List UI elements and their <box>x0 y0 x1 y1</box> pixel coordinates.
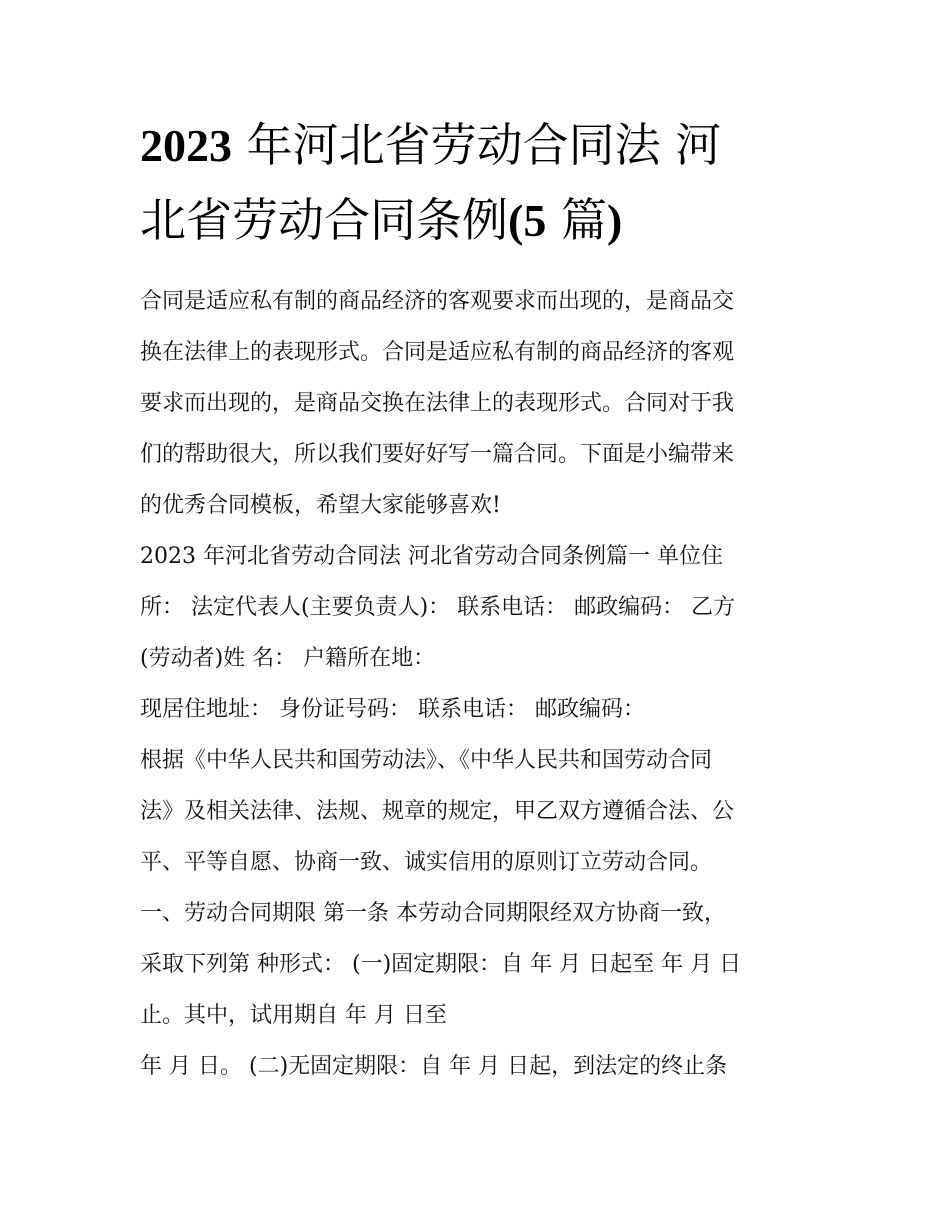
document-title <box>140 108 820 258</box>
title-line-2-text: 北省劳动合同条例 <box>140 193 508 247</box>
text-line: 根据《中华人民共和国劳动法》、《中华人民共和国劳动合同 <box>140 748 713 773</box>
text-line: 止。其中，试用期自 年 月 日至 <box>140 1003 447 1028</box>
text-line: 法》及相关法律、法规、规章的规定，甲乙双方遵循合法、公 <box>140 799 735 824</box>
document-body <box>140 276 820 1092</box>
text-line: 的优秀合同模板，希望大家能够喜欢! <box>140 493 501 518</box>
text-line: 合同是适应私有制的商品经济的客观要求而出现的，是商品交 <box>140 289 735 314</box>
text-line: 换在法律上的表现形式。合同是适应私有制的商品经济的客观 <box>140 340 735 365</box>
text-line: 平、平等自愿、协商一致、诚实信用的原则订立劳动合同。 <box>140 850 713 875</box>
title-count-unit: 篇 <box>560 193 607 247</box>
text-line: 要求而出现的，是商品交换在法律上的表现形式。合同对于我 <box>140 391 735 416</box>
title-count: (5 <box>508 195 547 246</box>
text-line: 采取下列第 种形式： (一)固定期限：自 年 月 日起至 年 月 日 <box>140 952 742 977</box>
title-close-paren: ) <box>606 195 623 246</box>
text-line: 们的帮助很大，所以我们要好好写一篇合同。下面是小编带来 <box>140 442 735 467</box>
title-line-1 <box>140 108 820 183</box>
text-line: 现居住地址： 身份证号码： 联系电话： 邮政编码： <box>140 697 645 722</box>
text-line: 2023 年河北省劳动合同法 河北省劳动合同条例篇一 单位住 <box>140 544 723 569</box>
text-line: (劳动者)姓 名： 户籍所在地： <box>140 646 436 671</box>
title-year: 2023 <box>140 120 232 171</box>
text-line: 所： 法定代表人(主要负责人)： 联系电话： 邮政编码： 乙方 <box>140 595 736 620</box>
text-line: 年 月 日。 (二)无固定期限：自 年 月 日起，到法定的终止条 <box>140 1054 728 1079</box>
title-line-1-text: 年河北省劳动合同法 河 <box>246 118 722 172</box>
text-line: 一、劳动合同期限 第一条 本劳动合同期限经双方协商一致， <box>140 901 726 926</box>
title-line-2 <box>140 183 820 258</box>
